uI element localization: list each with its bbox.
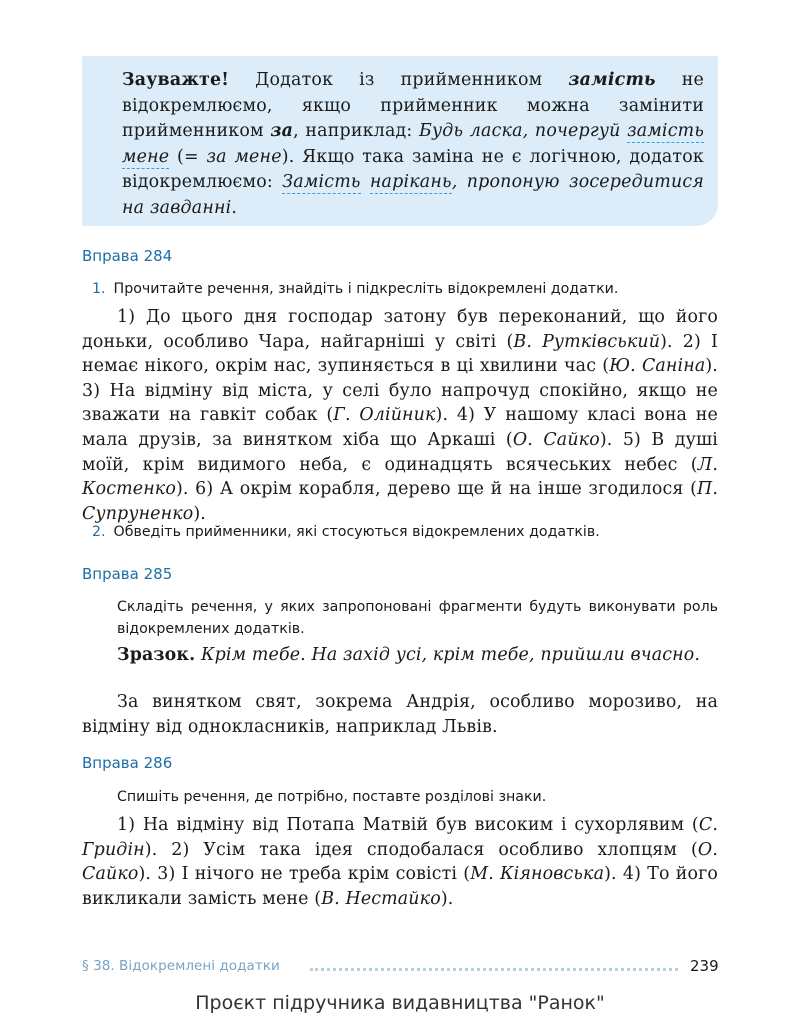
exercise-284-task-1: 1. Прочитайте речення, знайдіть і підкресліть відокремлені додатки. [92, 281, 619, 297]
note-text: Зауважте! Додаток із прийменником замість не відокремлюємо, якщо прийменник можна замінити прийменником за, наприклад: Будь ласка, почергуй замість мене (= за мене). Якщо така заміна не є логічною, додаток відокремлюємо: Замість нарікань, пропоную зосередитися на завданні. [122, 70, 705, 218]
exercise-285-sample: Зразок. Крім тебе. На захід усі, крім тебе, прийшли вчасно. [117, 645, 701, 665]
exercise-284-text: 1) До цього дня господар затону був переконаний, що його доньки, особливо Чара, найгарніші у світі (В. Рутківський). 2) І немає нікого, окрім нас, зупиняється в ці хвилини час (Ю. Саніна). 3) На відміну від міста, у селі було напрочуд спокійно, якщо не зважати на гавкіт собак (Г. Олійник). 4) У нашому класі вона не мала друзів, за винятком хіба що Аркаші (О. Сайко). 5) В душі моїй, крім видимого неба, є одинадцять всячеських небес (Л. Костенко). 6) А окрім корабля, дерево ще й на інше згодилося (П. Супруненко). [82, 307, 718, 524]
exercise-285-task: Складіть речення, у яких запропоновані фрагменти будуть виконувати роль відокремлених додатків. [117, 599, 718, 637]
exercise-284-heading: Вправа 284 [82, 247, 173, 265]
preposition-za: за [270, 121, 294, 141]
exercise-286-heading: Вправа 286 [82, 754, 173, 772]
exercise-286-text: 1) На відміну від Потапа Матвій був високим і сухорлявим (С. Гридін). 2) Усім така ідея сподобалася особливо хлопцям (О. Сайко). 3) І нічого не треба крім совісті (М. Кіяновська). 4) То його викликали замість мене (В. Нестайко). [82, 815, 718, 909]
footer-dotted-leader [310, 968, 678, 971]
note-box [82, 56, 718, 226]
page-number: 239 [690, 957, 719, 975]
exercise-285-fragments: За винятком свят, зокрема Андрія, особливо морозиво, на відміну від однокласників, наприклад Львів. [82, 692, 718, 737]
preposition-zamist: замість [568, 70, 656, 90]
exercise-284-task-2: 2. Обведіть прийменники, які стосуються відокремлених додатків. [92, 524, 600, 540]
note-title: Зауважте! [122, 70, 230, 90]
publisher-caption: Проєкт підручника видавництва "Ранок" [195, 992, 605, 1014]
exercise-285-heading: Вправа 285 [82, 565, 173, 583]
exercise-286-task: Спишіть речення, де потрібно, поставте розділові знаки. [117, 789, 547, 805]
footer-section-title: § 38. Відокремлені додатки [82, 958, 280, 974]
